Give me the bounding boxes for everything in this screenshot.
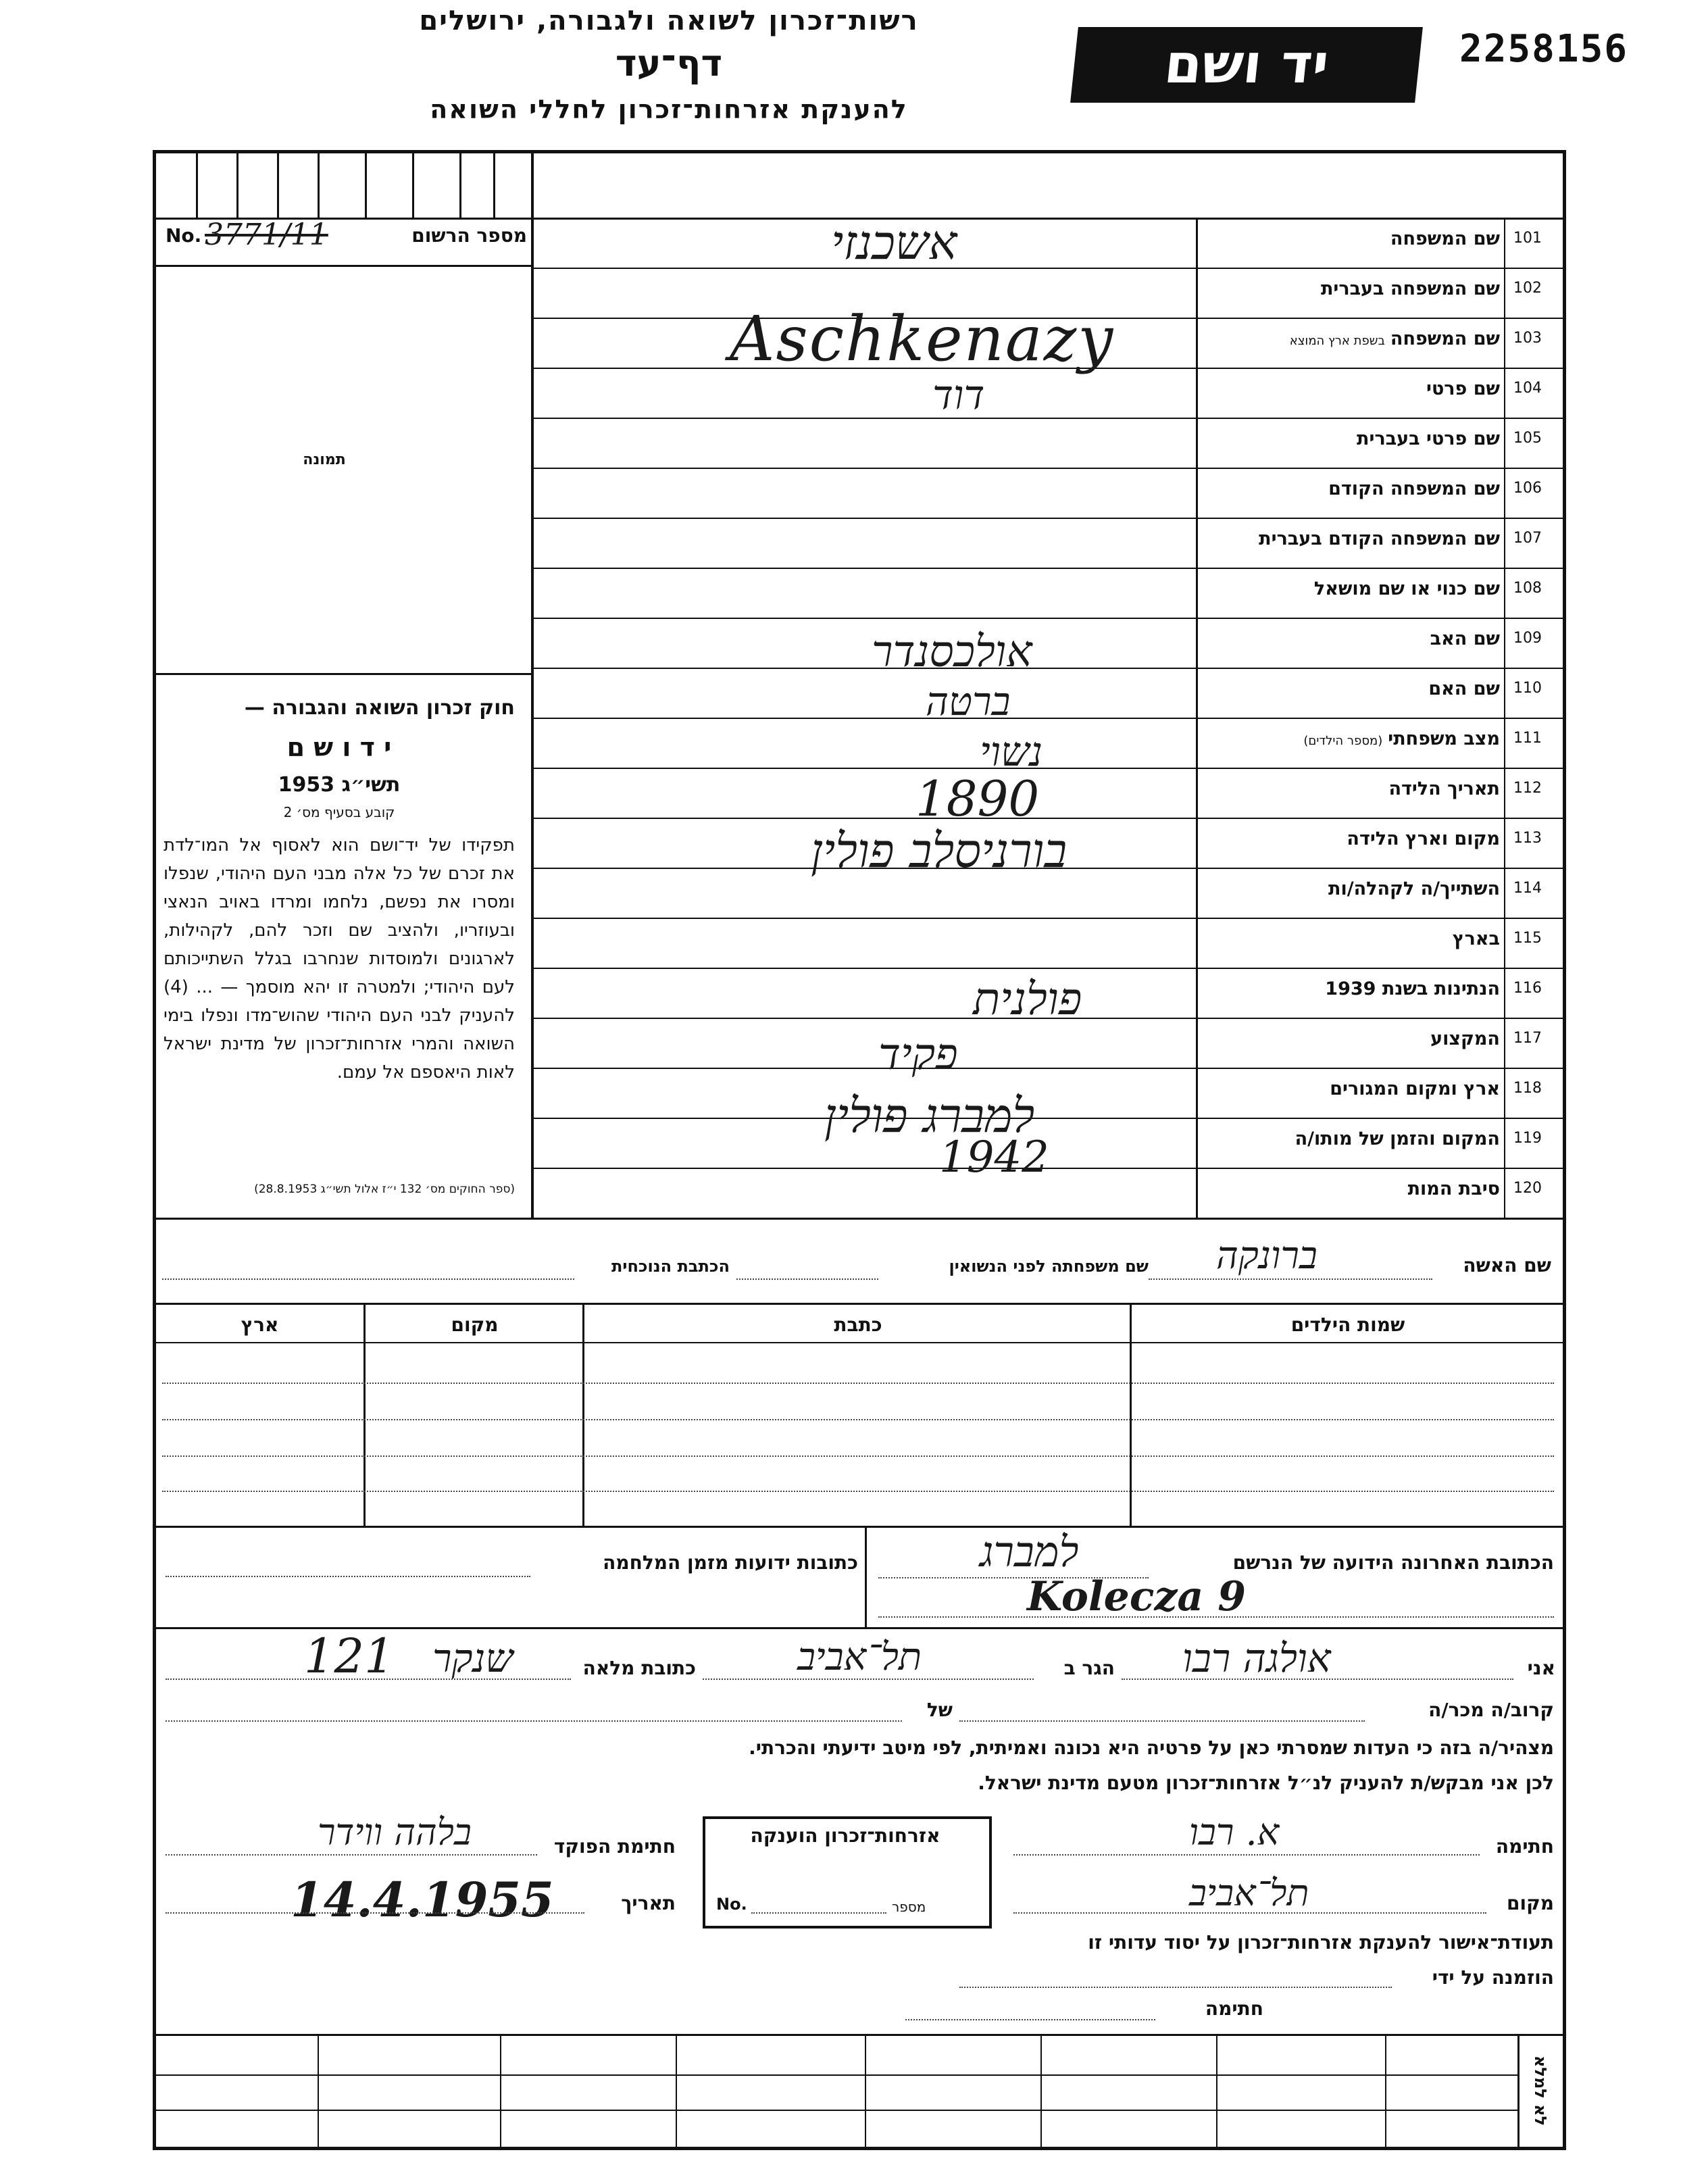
field-number-109: 109 bbox=[1513, 630, 1542, 647]
children-header-address: כתבת bbox=[834, 1314, 882, 1336]
law-body: תפקידו של יד־ושם הוא לאסוף אל המו־לדת את זכרם של כל אלה מבני העם היהודי, שנפלו ומסרו את נפשם, נלחמו ומרדו באויב הנאצי ובעוזריו, ולהציב שם וזכר להם, לקהילות, לארגונים ולמוסדות שנחרבו בגלל השתייכותם לעם היהודי; ולמטרה זו יהא מוסמך — ... (4) להעניק לבני העם היהודי שהוש־מדו ונפלו בימי השואה והמרי אזרחות־זכרון של מדינת ישראל לאות היאספם אל עמם. bbox=[164, 835, 515, 1082]
declarant-place: תל־אביב bbox=[1189, 1872, 1309, 1914]
declarant-city: תל־אביב bbox=[797, 1635, 922, 1679]
field-label-text-109: שם האב bbox=[1430, 628, 1500, 649]
field-label-text-101: שם המשפחה bbox=[1390, 228, 1500, 249]
value-112-birth-date: 1890 bbox=[915, 770, 1040, 827]
law-title: חוק זכרון השואה והגבורה — bbox=[244, 696, 515, 720]
field-label-110 bbox=[1200, 678, 1500, 699]
declarant-place-label: מקום bbox=[1507, 1892, 1554, 1914]
field-label-103 bbox=[1200, 328, 1500, 349]
field-label-text-111: מצב משפחתי bbox=[1388, 728, 1500, 749]
citizenship-box-no-label: מספר bbox=[892, 1899, 926, 1915]
field-label-text-105: שם פרטי בעברית bbox=[1357, 428, 1500, 449]
value-103-surname-latin: Aschkenazy bbox=[730, 303, 1115, 375]
official-stamp-label: חתימת הפוקד bbox=[553, 1835, 676, 1858]
photo-label: תמונה bbox=[303, 451, 346, 468]
field-label-text-103: שם המשפחה bbox=[1390, 328, 1500, 349]
registration-label: מספר הרשום bbox=[411, 224, 527, 247]
registration-prefix: No. bbox=[166, 224, 202, 247]
field-number-120: 120 bbox=[1513, 1180, 1542, 1197]
field-label-107 bbox=[1200, 528, 1500, 549]
declarant-address-label: כתובת מלאה bbox=[582, 1657, 696, 1679]
field-label-text-119: המקום והזמן של מותו/ה bbox=[1295, 1128, 1500, 1149]
field-label-120 bbox=[1200, 1178, 1500, 1199]
field-label-104 bbox=[1200, 378, 1500, 399]
wife-maiden-label: שם משפחתה לפני הנשואין bbox=[949, 1257, 1149, 1276]
field-number-119: 119 bbox=[1513, 1130, 1542, 1147]
field-number-117: 117 bbox=[1513, 1030, 1542, 1047]
field-label-text-102: שם המשפחה בעברית bbox=[1320, 278, 1500, 299]
declaration-text: מצהיר/ה בזה כי העדות שמסרתי כאן על פרטיה היא נכונה ואמיתית, לפי מיטב ידיעתי והכרתי. bbox=[749, 1737, 1554, 1759]
field-label-115 bbox=[1200, 928, 1500, 949]
field-label-text-104: שם פרטי bbox=[1426, 378, 1500, 399]
certificate-line2: הוזמנה על ידי bbox=[1432, 1966, 1554, 1989]
field-number-106: 106 bbox=[1513, 480, 1542, 497]
field-label-text-106: שם המשפחה הקודם bbox=[1328, 478, 1500, 499]
wife-address-label: הכתבת הנוכחית bbox=[611, 1257, 730, 1276]
value-109-father: אולכסנדר bbox=[872, 627, 1032, 677]
field-label-text-120: סיבת המות bbox=[1407, 1178, 1500, 1199]
field-label-text-118: ארץ ומקום המגורים bbox=[1330, 1078, 1500, 1099]
field-label-text-115: בארץ bbox=[1452, 928, 1500, 949]
field-label-112 bbox=[1200, 778, 1500, 799]
registration-number bbox=[166, 218, 527, 255]
field-number-103: 103 bbox=[1513, 330, 1542, 347]
field-number-112: 112 bbox=[1513, 780, 1542, 797]
field-label-text-117: המקצוע bbox=[1430, 1028, 1500, 1049]
field-label-111 bbox=[1200, 728, 1500, 749]
value-104-first-name: דוד bbox=[932, 372, 985, 419]
field-label-106 bbox=[1200, 478, 1500, 499]
field-label-101 bbox=[1200, 228, 1500, 249]
field-number-115: 115 bbox=[1513, 930, 1542, 947]
field-label-109 bbox=[1200, 628, 1500, 649]
field-label-text-114: השתייך/ה לקהלה/ות bbox=[1328, 878, 1500, 899]
law-year: תשי״ג 1953 bbox=[278, 773, 401, 797]
certificate-line1: תעודת־אישור להענקת אזרחות־זכרון על יסוד עדותי זו bbox=[1088, 1931, 1554, 1954]
law-clause: קובע בסעיף מס׳ 2 bbox=[283, 804, 395, 820]
field-label-108 bbox=[1200, 578, 1500, 599]
field-number-102: 102 bbox=[1513, 280, 1542, 297]
field-label-102 bbox=[1200, 278, 1500, 299]
wife-label: שם האשה bbox=[1463, 1254, 1551, 1276]
yad-vashem-logo: יד ושם bbox=[1070, 27, 1423, 103]
form-subtitle: להענקת אזרחות־זכרון לחללי השואה bbox=[430, 95, 908, 124]
value-118-residence: למברג פולין bbox=[824, 1088, 1035, 1143]
value-116-nationality: פולנית bbox=[973, 973, 1082, 1025]
field-number-105: 105 bbox=[1513, 430, 1542, 447]
form-title: דף־עד bbox=[615, 42, 723, 84]
declarant-resides-label: הגר ב bbox=[1063, 1657, 1115, 1679]
last-address-label: הכתובת האחרונה הידועה של הנרשם bbox=[1232, 1551, 1554, 1574]
law-footnote: (ספר החוקים מס׳ 132 י״ז אלול תשי״ג 28.8.1953) bbox=[254, 1183, 515, 1196]
value-111-marital: נשוי bbox=[980, 728, 1043, 776]
serial-number: 2258156 bbox=[1459, 27, 1629, 71]
field-label-105 bbox=[1200, 428, 1500, 449]
wife-value: ברונקה bbox=[1216, 1234, 1317, 1278]
official-stamp-value: בלהה ווידר bbox=[318, 1811, 472, 1853]
field-label-text-112: תאריך הלידה bbox=[1388, 778, 1500, 799]
request-text: לכן אני מבקש/ת להעניק לנ״ל אזרחות־זכרון מטעם מדינת ישראל. bbox=[978, 1772, 1554, 1794]
last-address-street: Kolecza 9 bbox=[1027, 1573, 1246, 1620]
field-number-114: 114 bbox=[1513, 880, 1542, 897]
office-use-side-label: לא למלא bbox=[1531, 2055, 1550, 2126]
field-label-118 bbox=[1200, 1078, 1500, 1099]
last-address-city: למברג bbox=[980, 1527, 1079, 1576]
declarant-ani-label: אני bbox=[1527, 1657, 1555, 1679]
declarant-signature: א. רבו bbox=[1189, 1811, 1280, 1853]
field-number-107: 107 bbox=[1513, 530, 1542, 547]
citizenship-box-title: אזרחות־זכרון הוענקה bbox=[750, 1824, 940, 1847]
field-label-text-113: מקום וארץ הלידה bbox=[1347, 828, 1500, 849]
certificate-sign-label: חתימה bbox=[1205, 1997, 1263, 2020]
field-number-116: 116 bbox=[1513, 980, 1542, 997]
field-label-114 bbox=[1200, 878, 1500, 899]
field-number-111: 111 bbox=[1513, 730, 1542, 747]
children-header-names: שמות הילדים bbox=[1290, 1314, 1405, 1336]
law-name: י ד ו ש ם bbox=[286, 732, 392, 762]
field-number-113: 113 bbox=[1513, 830, 1542, 847]
declarant-street: שנקר bbox=[432, 1635, 513, 1681]
value-117-profession: פקיד bbox=[878, 1030, 958, 1080]
declarant-relative-label: קרוב/ה מכר/ה bbox=[1428, 1699, 1554, 1721]
declarant-house-no: 121 bbox=[304, 1628, 395, 1684]
children-header-place: מקום bbox=[451, 1314, 499, 1336]
declarant-of-label: של bbox=[926, 1699, 953, 1721]
field-label-text-110: שם האם bbox=[1428, 678, 1500, 699]
war-addresses-label: כתובות ידועות מזמן המלחמה bbox=[603, 1551, 858, 1574]
field-label-note-111: (מספר הילדים) bbox=[1303, 734, 1383, 748]
registration-value: 3771/11 bbox=[205, 218, 328, 252]
field-label-note-103: בשפת ארץ המוצא bbox=[1289, 334, 1385, 348]
declarant-name: אולגה רבו bbox=[1182, 1635, 1331, 1681]
field-number-110: 110 bbox=[1513, 680, 1542, 697]
official-date: 14.4.1955 bbox=[291, 1872, 554, 1928]
field-number-101: 101 bbox=[1513, 230, 1542, 247]
citizenship-box-no-prefix: No. bbox=[716, 1895, 747, 1914]
value-113-birthplace: בורניסלב פולין bbox=[811, 823, 1068, 878]
org-line: רשות־זכרון לשואה ולגבורה, ירושלים bbox=[419, 5, 919, 36]
value-101-surname: אשכנזי bbox=[831, 215, 957, 270]
declarant-signature-label: חתימה bbox=[1495, 1835, 1554, 1858]
field-label-text-107: שם המשפחה הקודם בעברית bbox=[1259, 528, 1500, 549]
field-label-text-108: שם כנוי או שם מושאל bbox=[1313, 578, 1500, 599]
field-label-117 bbox=[1200, 1028, 1500, 1049]
value-119-death: 1942 bbox=[939, 1133, 1049, 1183]
official-date-label: תאריך bbox=[621, 1892, 676, 1914]
value-110-mother: ברטה bbox=[926, 678, 1011, 724]
field-number-118: 118 bbox=[1513, 1080, 1542, 1097]
field-label-119 bbox=[1200, 1128, 1500, 1149]
children-header-country: ארץ bbox=[241, 1314, 279, 1336]
field-label-113 bbox=[1200, 828, 1500, 849]
field-label-116 bbox=[1200, 978, 1500, 999]
field-number-108: 108 bbox=[1513, 580, 1542, 597]
field-label-text-116: הנתינות בשנת 1939 bbox=[1325, 978, 1500, 999]
field-number-104: 104 bbox=[1513, 380, 1542, 397]
